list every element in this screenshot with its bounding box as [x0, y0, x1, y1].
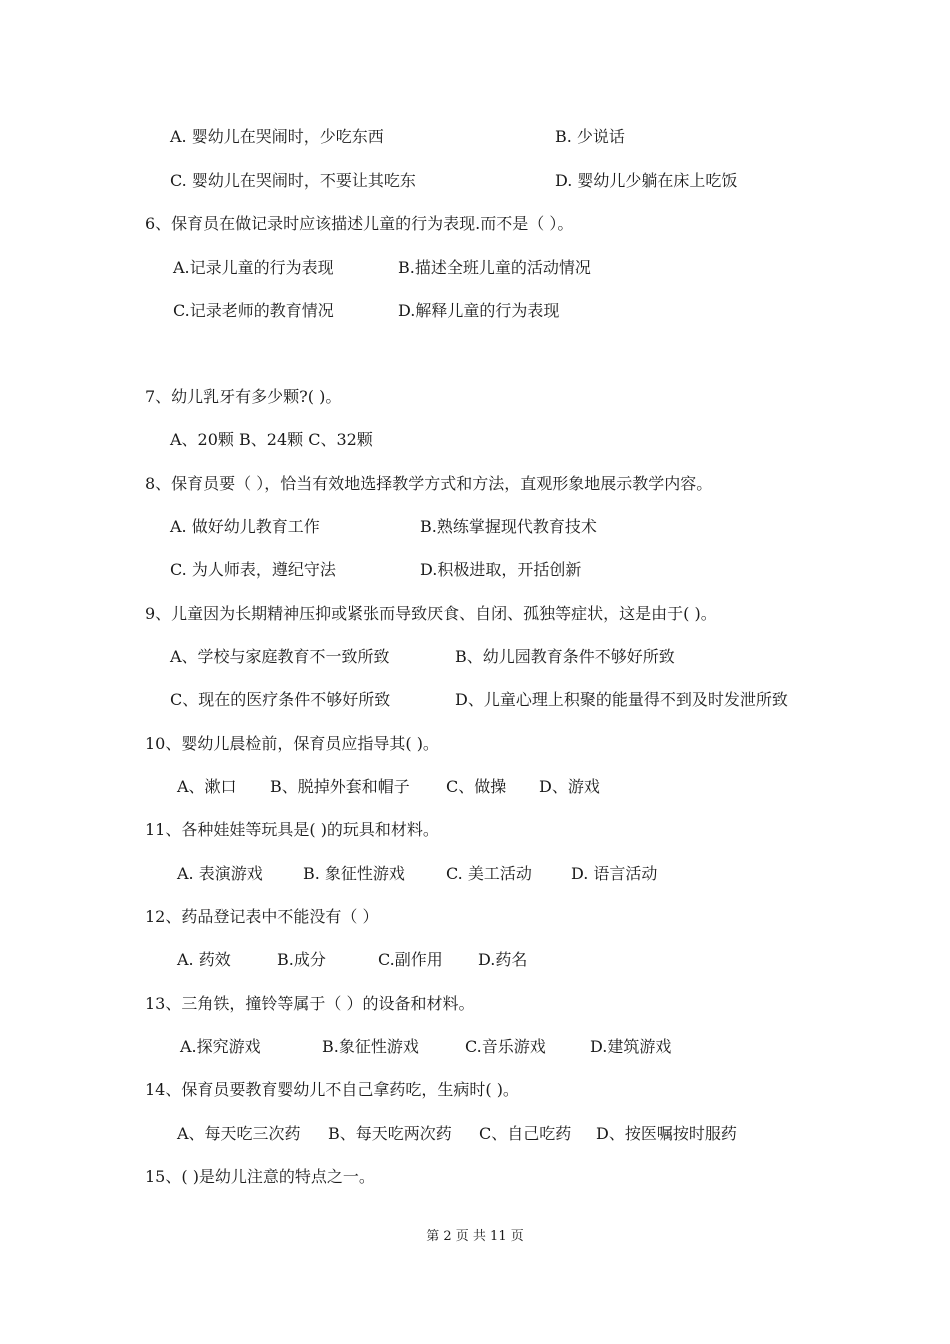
q13-stem: 13、三角铁，撞铃等属于（ ）的设备和材料。	[145, 994, 475, 1013]
q13-option-c: C.音乐游戏	[465, 1037, 546, 1056]
q10-option-d: D、游戏	[539, 777, 600, 796]
q7-stem: 7、幼儿乳牙有多少颗?( )。	[145, 387, 342, 406]
q10-stem: 10、婴幼儿晨检前，保育员应指导其( )。	[145, 734, 439, 753]
q12-option-b: B.成分	[277, 950, 326, 969]
q14-option-a: A、每天吃三次药	[177, 1124, 301, 1143]
q12-option-a: A. 药效	[177, 950, 231, 969]
q11-option-b: B. 象征性游戏	[303, 864, 405, 883]
q7-options: A、20颗 B、24颗 C、32颗	[170, 430, 373, 449]
q8-option-c: C. 为人师表，遵纪守法	[170, 560, 336, 579]
q6-option-a: A.记录儿童的行为表现	[173, 258, 334, 277]
q10-option-b: B、脱掉外套和帽子	[270, 777, 410, 796]
q6-option-c: C.记录老师的教育情况	[173, 301, 334, 320]
q12-stem: 12、药品登记表中不能没有（ ）	[145, 907, 379, 926]
q5-option-b: B. 少说话	[555, 127, 625, 146]
q8-option-b: B.熟练掌握现代教育技术	[420, 517, 597, 536]
q14-option-b: B、每天吃两次药	[328, 1124, 452, 1143]
q9-option-a: A、学校与家庭教育不一致所致	[170, 647, 390, 666]
q12-option-d: D.药名	[478, 950, 528, 969]
q14-option-d: D、按医嘱按时服药	[596, 1124, 737, 1143]
q10-option-c: C、做操	[446, 777, 507, 796]
q11-stem: 11、各种娃娃等玩具是( )的玩具和材料。	[145, 820, 439, 839]
q9-option-b: B、幼儿园教育条件不够好所致	[455, 647, 675, 666]
q13-option-b: B.象征性游戏	[322, 1037, 419, 1056]
q6-option-d: D.解释儿童的行为表现	[398, 301, 560, 320]
q9-option-d: D、儿童心理上积聚的能量得不到及时发泄所致	[455, 690, 788, 709]
q8-stem: 8、保育员要（ ），恰当有效地选择教学方式和方法，直观形象地展示教学内容。	[145, 474, 713, 493]
page-footer: 第 2 页 共 11 页	[426, 1229, 524, 1244]
q11-option-a: A. 表演游戏	[177, 864, 263, 883]
q5-option-a: A. 婴幼儿在哭闹时，少吃东西	[170, 127, 384, 146]
q6-option-b: B.描述全班儿童的活动情况	[398, 258, 591, 277]
q6-stem: 6、保育员在做记录时应该描述儿童的行为表现.而不是（ ）。	[145, 214, 574, 233]
q8-option-a: A. 做好幼儿教育工作	[170, 517, 320, 536]
q13-option-d: D.建筑游戏	[590, 1037, 672, 1056]
q15-stem: 15、( )是幼儿注意的特点之一。	[145, 1167, 375, 1186]
q12-option-c: C.副作用	[378, 950, 443, 969]
q9-stem: 9、儿童因为长期精神压抑或紧张而导致厌食、自闭、孤独等症状，这是由于( )。	[145, 604, 717, 623]
q14-option-c: C、自己吃药	[479, 1124, 572, 1143]
q14-stem: 14、保育员要教育婴幼儿不自己拿药吃，生病时( )。	[145, 1080, 519, 1099]
q5-option-d: D. 婴幼儿少躺在床上吃饭	[555, 171, 738, 190]
q11-option-d: D. 语言活动	[571, 864, 658, 883]
q8-option-d: D.积极进取，开括创新	[420, 560, 582, 579]
q10-option-a: A、漱口	[177, 777, 237, 796]
q5-option-c: C. 婴幼儿在哭闹时，不要让其吃东	[170, 171, 416, 190]
q13-option-a: A.探究游戏	[180, 1037, 261, 1056]
q11-option-c: C. 美工活动	[446, 864, 532, 883]
q9-option-c: C、现在的医疗条件不够好所致	[170, 690, 391, 709]
